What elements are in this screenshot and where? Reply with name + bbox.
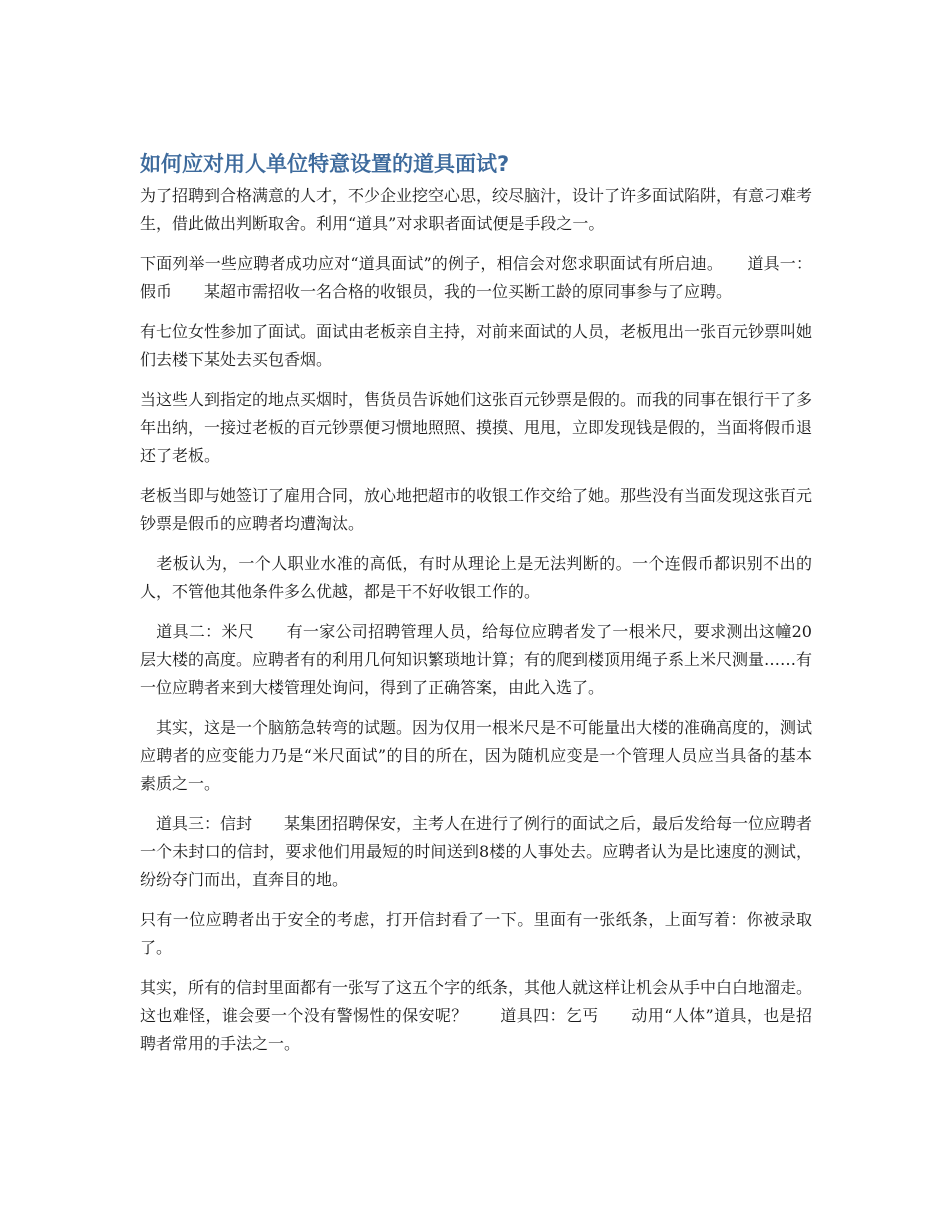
paragraph: 老板当即与她签订了雇用合同，放心地把超市的收银工作交给了她。那些没有当面发现这张百元钞票是假币的应聘者均遭淘汰。 [140, 486, 813, 533]
paragraph: 其实，所有的信封里面都有一张写了这五个字的纸条，其他人就这样让机会从手中白白地溜走。这也难怪，谁会要一个没有警惕性的保安呢？ 道具四：乞丐 动用“人体”道具，也是招聘者常用的手法之一。 [140, 978, 813, 1053]
paragraph: 有七位女性参加了面试。面试由老板亲自主持，对前来面试的人员，老板甩出一张百元钞票叫她们去楼下某处去买包香烟。 [140, 322, 813, 369]
paragraph: 为了招聘到合格满意的人才，不少企业挖空心思，绞尽脑汁，设计了许多面试陷阱，有意刁难考生，借此做出判断取舍。利用“道具”对求职者面试便是手段之一。 [140, 186, 813, 233]
paragraph: 道具二：米尺 有一家公司招聘管理人员，给每位应聘者发了一根米尺，要求测出这幢20层大楼的高度。应聘者有的利用几何知识繁琐地计算；有的爬到楼顶用绳子系上米尺测量……有一位应聘者来到大楼管理处询问，得到了正确答案，由此入选了。 [140, 622, 813, 697]
paragraph: 下面列举一些应聘者成功应对“道具面试”的例子，相信会对您求职面试有所启迪。 道具一：假币 某超市需招收一名合格的收银员，我的一位买断工龄的原同事参与了应聘。 [140, 254, 812, 301]
paragraph: 当这些人到指定的地点买烟时，售货员告诉她们这张百元钞票是假的。而我的同事在银行干了多年出纳，一接过老板的百元钞票便习惯地照照、摸摸、甩甩，立即发现钱是假的，当面将假币退还了老板。 [140, 390, 813, 465]
document-page [140, 148, 812, 1070]
paragraph: 只有一位应聘者出于安全的考虑，打开信封看了一下。里面有一张纸条，上面写着：你被录取了。 [140, 910, 812, 957]
document-title: 如何应对用人单位特意设置的道具面试? [140, 152, 510, 176]
paragraph: 其实，这是一个脑筋急转弯的试题。因为仅用一根米尺是不可能量出大楼的准确高度的，测试应聘者的应变能力乃是“米尺面试”的目的所在，因为随机应变是一个管理人员应当具备的基本素质之一。 [140, 718, 813, 793]
paragraph: 道具三：信封 某集团招聘保安，主考人在进行了例行的面试之后，最后发给每一位应聘者一个未封口的信封，要求他们用最短的时间送到8楼的人事处去。应聘者认为是比速度的测试，纷纷夺门而出，直奔目的地。 [140, 814, 813, 889]
paragraph: 老板认为，一个人职业水准的高低，有时从理论上是无法判断的。一个连假币都识别不出的人，不管他其他条件多么优越，都是干不好收银工作的。 [140, 554, 812, 601]
